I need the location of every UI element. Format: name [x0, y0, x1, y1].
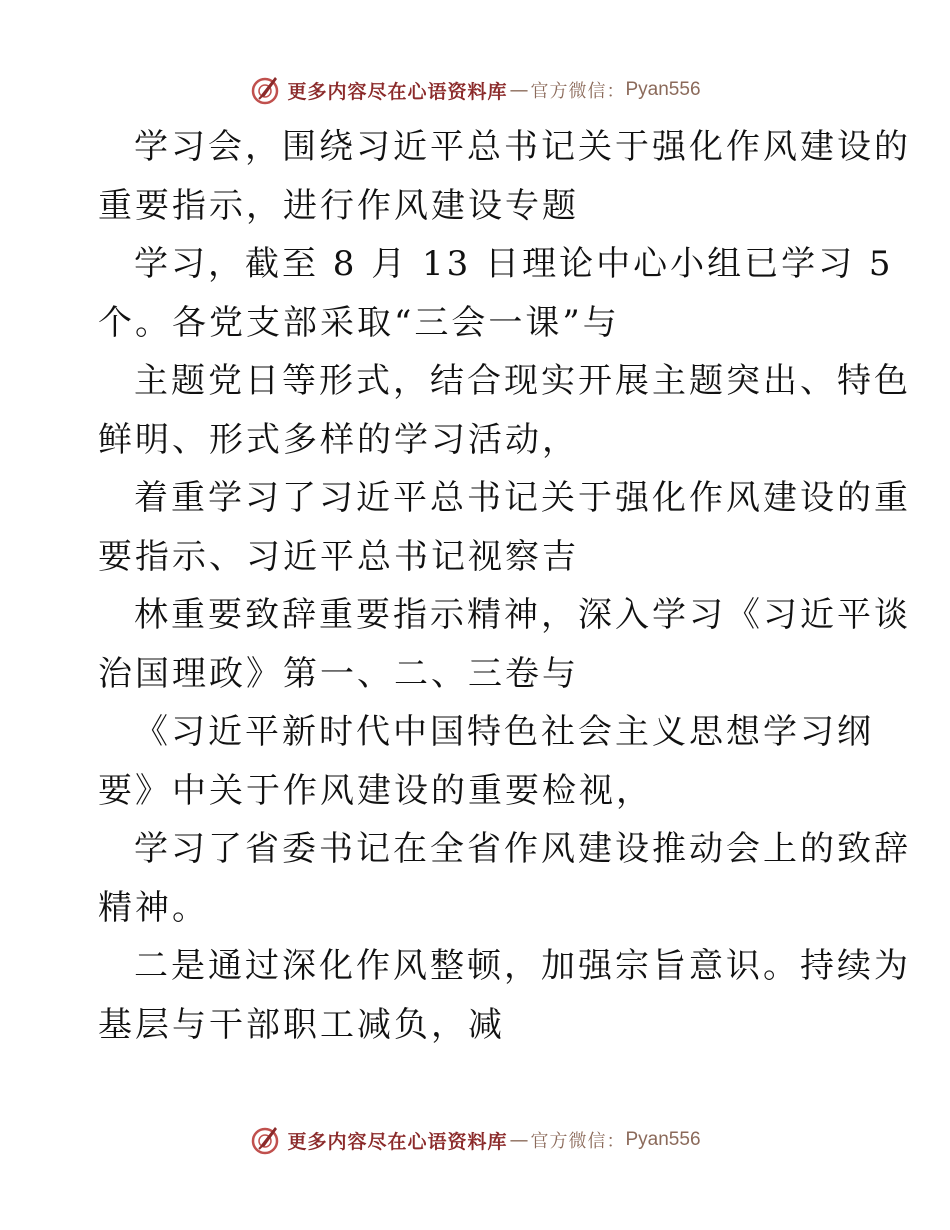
watermark-label: 官方微信：	[530, 81, 626, 102]
paragraph-continuation: 精神。	[98, 887, 209, 928]
paragraph-continuation: 要指示、习近平总书记视察吉	[98, 536, 579, 577]
watermark-separator: —	[509, 1129, 529, 1151]
paragraph-continuation: 治国理政》第一、二、三卷与	[98, 653, 579, 694]
paragraph-first-line: 二是通过深化作风整顿，加强宗旨意识。持续为	[134, 946, 911, 986]
document-body	[98, 118, 911, 1054]
paragraph	[98, 703, 874, 820]
paragraph-continuation: 基层与干部职工减负，减	[98, 1004, 505, 1045]
paragraph-first-line: 学习会，围绕习近平总书记关于强化作风建设的	[134, 127, 911, 167]
watermark-wechat-id: Pyan556	[625, 79, 701, 100]
quill-logo-icon	[249, 1123, 283, 1157]
watermark-label: 官方微信：	[530, 1131, 626, 1152]
quill-logo-icon	[249, 73, 283, 107]
header-watermark	[0, 70, 950, 110]
paragraph-continuation: 个。各党支部采取“三会一课”与	[98, 302, 620, 343]
watermark-text: 更多内容尽在心语资料库	[287, 1130, 508, 1153]
paragraph-continuation: 重要指示，进行作风建设专题	[98, 185, 579, 226]
watermark-separator: —	[509, 79, 529, 101]
paragraph-continuation: 鲜明、形式多样的学习活动，	[98, 419, 579, 460]
paragraph	[98, 118, 911, 235]
footer-watermark	[0, 1120, 950, 1160]
paragraph	[98, 469, 911, 586]
paragraph	[98, 352, 911, 469]
paragraph-first-line: 着重学习了习近平总书记关于强化作风建设的重	[134, 478, 911, 518]
watermark-wechat-id: Pyan556	[625, 1129, 701, 1150]
paragraph-first-line: 《习近平新时代中国特色社会主义思想学习纲	[134, 712, 874, 752]
paragraph	[98, 586, 911, 703]
paragraph	[98, 937, 911, 1054]
paragraph	[98, 235, 894, 352]
paragraph-first-line: 主题党日等形式，结合现实开展主题突出、特色	[134, 361, 911, 401]
paragraph-continuation: 要》中关于作风建设的重要检视，	[98, 770, 653, 811]
paragraph-first-line: 学习，截至 8 月 13 日理论中心小组已学习 5	[134, 244, 894, 284]
paragraph-first-line: 学习了省委书记在全省作风建设推动会上的致辞	[134, 829, 911, 869]
paragraph	[98, 820, 911, 937]
paragraph-first-line: 林重要致辞重要指示精神，深入学习《习近平谈	[134, 595, 911, 635]
watermark-text: 更多内容尽在心语资料库	[287, 80, 508, 103]
